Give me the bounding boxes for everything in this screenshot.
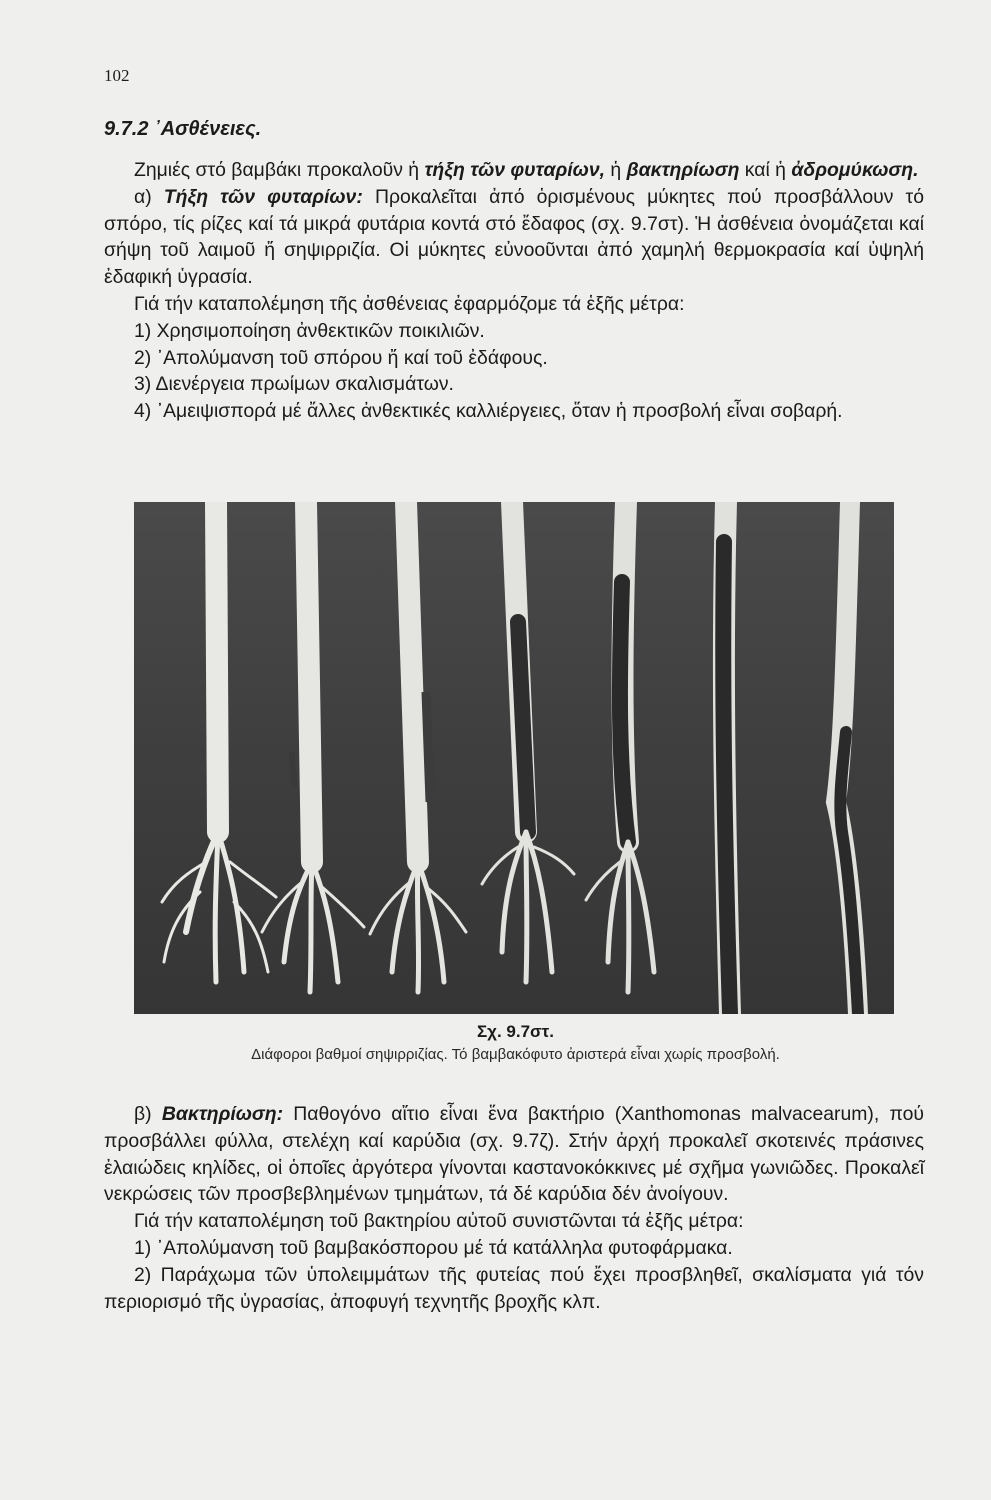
- part-a-measures-intro: Γιά τήν καταπολέμηση τῆς ἀσθένειας ἐφαρμόζομε τά ἑξῆς μέτρα:: [134, 292, 685, 315]
- seedlings-photo-illustration: [134, 502, 894, 1014]
- part-b-measures-intro: Γιά τήν καταπολέμηση τοῦ βακτηρίου αὐτοῦ συνιστῶνται τά ἑξῆς μέτρα:: [134, 1210, 744, 1233]
- part-b-measure-item: 1) ᾿Απολύμανση τοῦ βαμβακόσπορου μέ τά κατάλληλα φυτοφάρμακα.: [134, 1236, 733, 1259]
- part-a-term: Τήξη τῶν φυταρίων:: [163, 185, 363, 208]
- figure-caption: Διάφοροι βαθμοί σηψιρριζίας. Τό βαμβακόφυτο ἀριστερά εἶναι χωρίς προσβολή.: [251, 1046, 780, 1063]
- section-text-part-b: [104, 1101, 924, 1315]
- seedling-very-severe-infection: [723, 502, 730, 1014]
- part-b-prefix: β): [134, 1103, 162, 1125]
- part-b-text: Παθογόνο αἴτιο εἶναι ἕνα βακτήριο (Xanthomonas malvacearum), πού προσβάλλει φύλλα, στελέχη καί καρύδια (σχ. 9.7ζ). Στήν ἀρχή προκαλεῖ σκοτεινές πράσινες ἐλαιώδεις κηλίδες, οἱ ὁποῖες ἀργότερα γίνονται καστανοκόκκινες μέ σχῆμα γωνιῶδες. Προκαλεῖ νεκρώσεις τῶν προσβεβλημένων τμημάτων, τά δέ καρύδια δέν ἀνοίγουν.: [104, 1103, 924, 1206]
- page-number: 102: [104, 66, 130, 85]
- lesion-mark: [292, 752, 294, 787]
- part-a-measure-item: 1) Χρησιμοποίηση ἀνθεκτικῶν ποικιλιῶν.: [134, 319, 485, 342]
- term-bacteriosis: βακτηρίωση: [626, 159, 740, 181]
- intro-text: ἡ: [605, 159, 627, 181]
- intro-text: καί ἡ: [739, 159, 792, 181]
- figure-root-rot-photo: [134, 502, 894, 1014]
- intro-paragraph: [104, 157, 924, 184]
- figure-label: Σχ. 9.7στ.: [476, 1022, 554, 1041]
- part-a-measure-item: 3) Διενέργεια πρωίμων σκαλισμάτων.: [134, 373, 454, 396]
- part-a-paragraph: [104, 184, 924, 291]
- intro-text: Ζημιές στό βαμβάκι προκαλοῦν ἡ: [134, 159, 425, 181]
- term-vascular-wilt: ἀδρομύκωση.: [791, 159, 919, 181]
- part-a-measure-item: 4) ᾿Αμειψισπορά μέ ἄλλες ἀνθεκτικές καλλιέργειες, ὅταν ἡ προσβολή εἶναι σοβαρή.: [134, 400, 843, 423]
- part-a-prefix: α): [134, 185, 164, 208]
- section-text-part-a: [104, 157, 924, 425]
- part-b-paragraph: [104, 1101, 924, 1208]
- lesion-mark: [426, 692, 430, 802]
- part-a-measure-item: 2) ᾿Απολύμανση τοῦ σπόρου ἤ καί τοῦ ἐδάφους.: [134, 346, 548, 369]
- section-heading: 9.7.2 ᾿Ασθένειες.: [104, 118, 262, 140]
- part-b-measure-item: 2) Παράχωμα τῶν ὑπολειμμάτων τῆς φυτείας πού ἔχει προσβληθεῖ, σκαλίσματα γιά τόν περιορισμό τῆς ὑγρασίας, ἀποφυγή τεχνητῆς βροχῆς κλπ.: [104, 1263, 924, 1313]
- part-a-text: Προκαλεῖται ἀπό ὁρισμένους μύκητες πού προσβάλλουν τό σπόρο, τίς ρίζες καί τά μικρά φυτάρια κοντά στό ἔδαφος (σχ. 9.7στ). Ἡ ἀσθένεια ὀνομάζεται καί σήψη τοῦ λαιμοῦ ἤ σηψιρριζία. Οἱ μύκητες εὐνοοῦνται ἀπό χαμηλή θερμοκρασία καί ὑψηλή ἐδαφική ὑγρασία.: [104, 185, 924, 289]
- part-b-term: Βακτηρίωση:: [161, 1103, 284, 1125]
- term-seedling-damping: τήξη τῶν φυταρίων,: [424, 159, 606, 181]
